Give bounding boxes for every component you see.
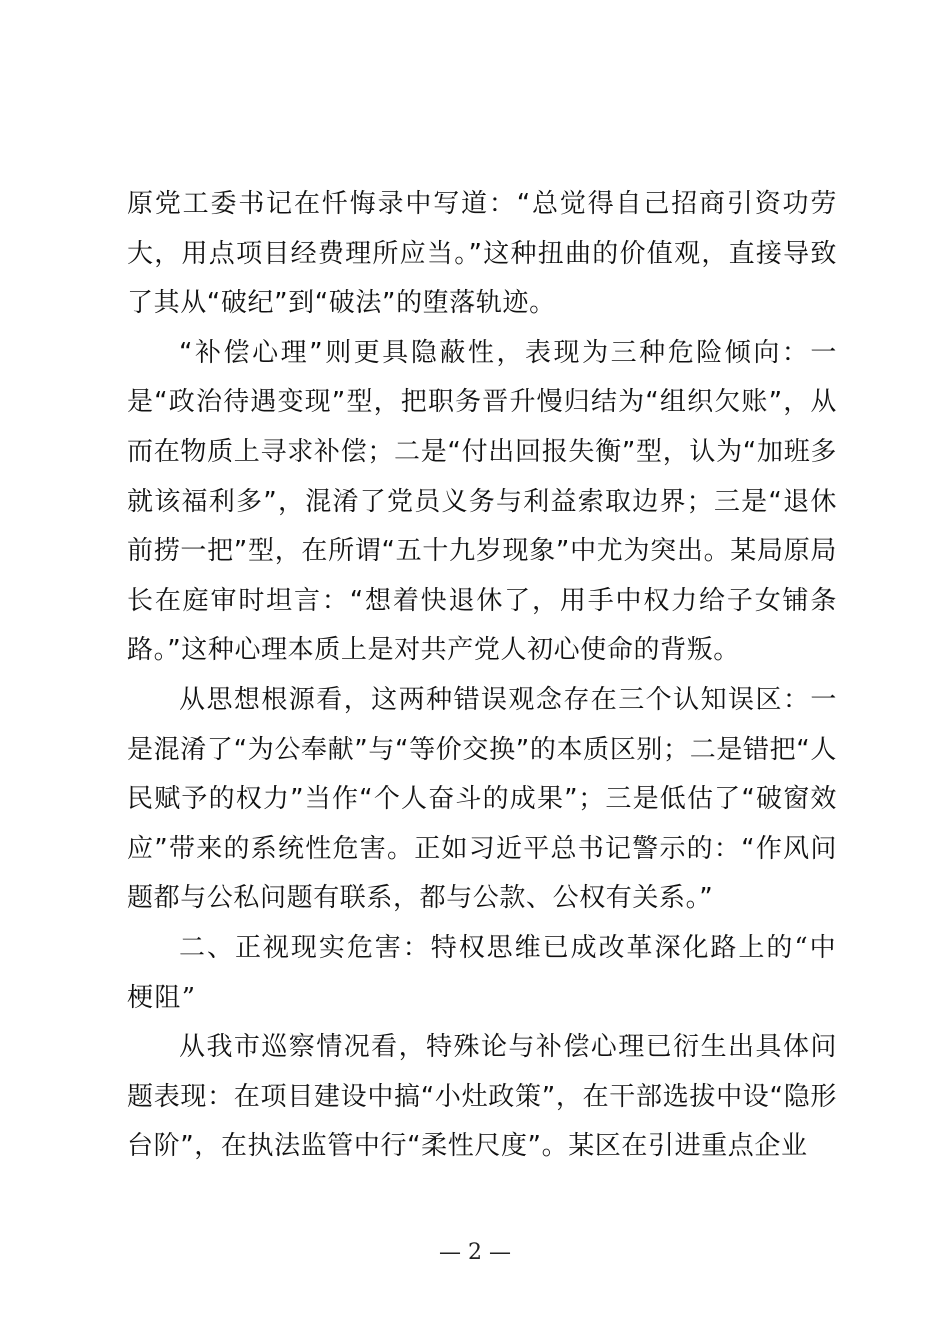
paragraph-inspection-findings: 从我市巡察情况看，特殊论与补偿心理已衍生出具体问题表现：在项目建设中搞“小灶政策”，在干部选拔中设“隐形台阶”，在执法监管中行“柔性尺度”。某区在引进重点企业 bbox=[127, 1032, 837, 1162]
paragraph-compensation-mentality: “补偿心理”则更具隐蔽性，表现为三种危险倾向：一是“政治待遇变现”型，把职务晋升慢归结为“组织欠账”，从而在物质上寻求补偿；二是“付出回报失衡”型，认为“加班多就该福利多”，混淆了党员义务与利益索取边界；三是“退休前捞一把”型，在所谓“五十九岁现象”中尤为突出。某局原局长在庭审时坦言：“想着快退休了，用手中权力给子女铺条路。”这种心理本质上是对共产党人初心使命的背叛。 bbox=[127, 337, 837, 666]
document-body bbox=[127, 180, 837, 1172]
page-number: — 2 — bbox=[439, 1240, 511, 1265]
section-heading: 二、正视现实危害：特权思维已成改革深化路上的“中梗阻” bbox=[127, 932, 837, 1013]
paragraph-ideological-roots: 从思想根源看，这两种错误观念存在三个认知误区：一是混淆了“为公奉献”与“等价交换”的本质区别；二是错把“人民赋予的权力”当作“个人奋斗的成果”；三是低估了“破窗效应”带来的系统性危害。正如习近平总书记警示的：“作风问题都与公私问题有联系，都与公款、公权有关系。” bbox=[127, 684, 837, 914]
paragraph-continued: 原党工委书记在忏悔录中写道：“总觉得自己招商引资功劳大，用点项目经费理所应当。”这种扭曲的价值观，直接导致了其从“破纪”到“破法”的堕落轨迹。 bbox=[127, 189, 837, 319]
